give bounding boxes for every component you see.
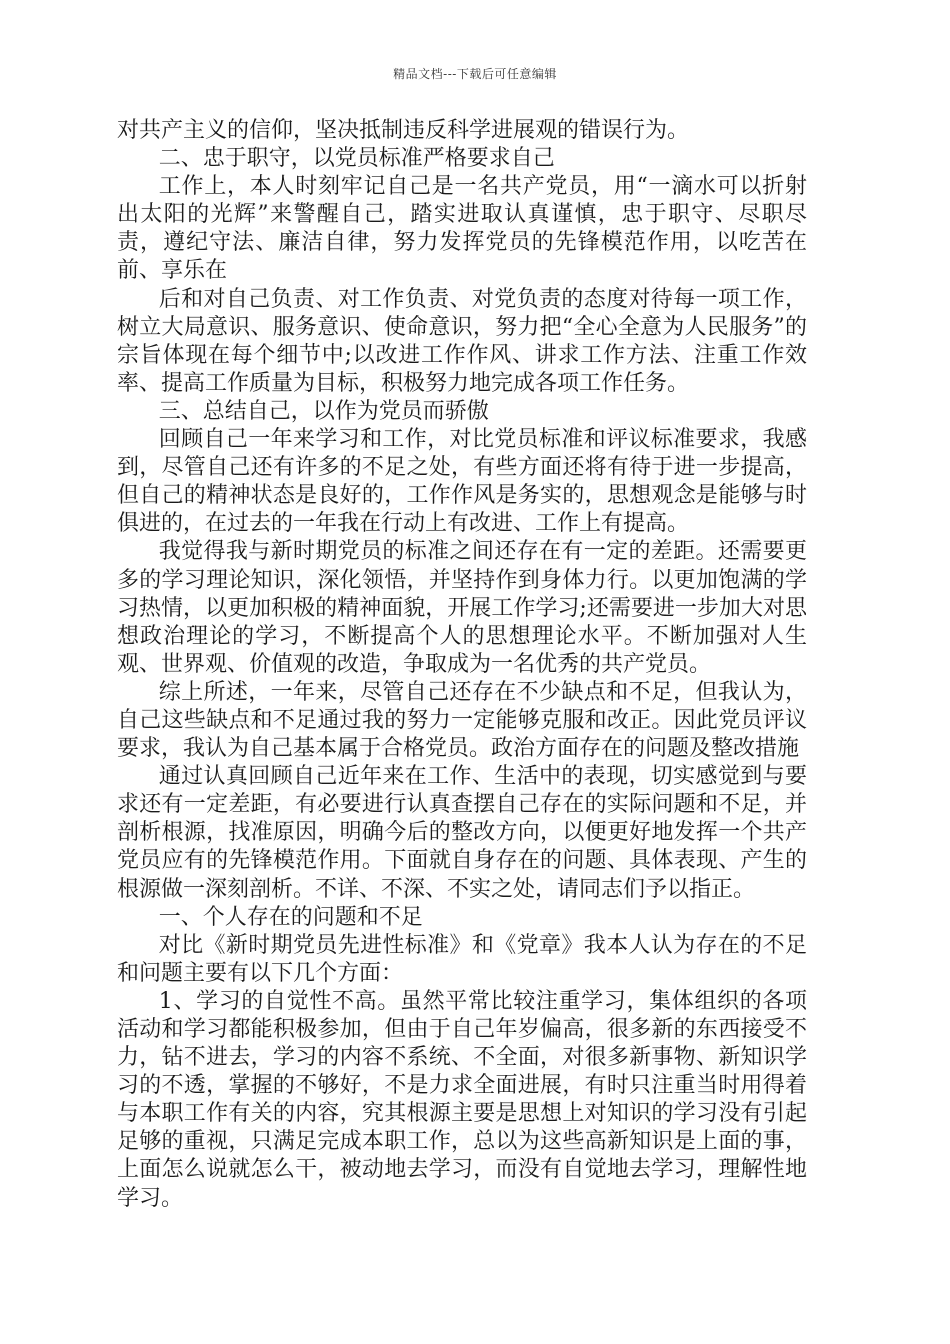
paragraph-4: 后和对自己负责、对工作负责、对党负责的态度对待每一项工作，树立大局意识、服务意识、使命意识，努力把“全心全意为人民服务”的宗旨体现在每个细节中;以改进工作作风、讲求工作方法、注重工作效率、提高工作质量为目标，积极努力地完成各项工作任务。 [117, 286, 807, 396]
section-heading-2: 二、忠于职守，以党员标准严格要求自己 [158, 146, 555, 172]
paragraph-8: 综上所述，一年来，尽管自己还存在不少缺点和不足，但我认为，自己这些缺点和不足通过我的努力一定能够克服和改正。因此党员评议要求，我认为自己基本属于合格党员。政治方面存在的问题及整改措施 [117, 679, 807, 762]
paragraph-3: 工作上，本人时刻牢记自己是一名共产党员，用“一滴水可以折射出太阳的光辉”来警醒自己，踏实进取认真谨慎，忠于职守、尽职尽责，遵纪守法、廉洁自律，努力发挥党员的先锋模范作用，以吃苦在前、享乐在 [117, 174, 807, 284]
paragraph-6: 回顾自己一年来学习和工作，对比党员标准和评议标准要求，我感到，尽管自己还有许多的不足之处，有些方面还将有待于进一步提高，但自己的精神状态是良好的，工作作风是务实的，思想观念是能够与时俱进的，在过去的一年我在行动上有改进、工作上有提高。 [117, 427, 807, 537]
page-header: 精品文档---下载后可任意编辑 [393, 67, 557, 81]
paragraph-1: 对共产主义的信仰，坚决抵制违反科学进展观的错误行为。 [117, 118, 690, 143]
paragraph-7: 我觉得我与新时期党员的标准之间还存在有一定的差距。还需要更多的学习理论知识，深化领悟，并坚持作到身体力行。以更加饱满的学习热情，以更加积极的精神面貌，开展工作学习;还需要进一步加大对思想政治理论的学习，不断提高个人的思想理论水平。不断加强对人生观、世界观、价值观的改造，争取成为一名优秀的共产党员。 [117, 539, 807, 677]
section-heading-1: 一、个人存在的问题和不足 [158, 904, 423, 930]
document-body [117, 117, 807, 1213]
paragraph-9: 通过认真回顾自己近年来在工作、生活中的表现，切实感觉到与要求还有一定差距，有必要进行认真查摆自己存在的实际问题和不足，并剖析根源，找准原因，明确今后的整改方向，以便更好地发挥一个共产党员应有的先锋模范作用。下面就自身存在的问题、具体表现、产生的根源做一深刻剖析。不详、不深、不实之处，请同志们予以指正。 [117, 764, 807, 902]
paragraph-11: 对比《新时期党员先进性标准》和《党章》我本人认为存在的不足和问题主要有以下几个方面： [117, 932, 807, 986]
paragraph-12: 1、学习的自觉性不高。虽然平常比较注重学习，集体组织的各项活动和学习都能积极参加，但由于自己年岁偏高，很多新的东西接受不力，钻不进去，学习的内容不系统、不全面，对很多新事物、新知识学习的不透，掌握的不够好，不是力求全面进展，有时只注重当时用得着与本职工作有关的内容，究其根源主要是思想上对知识的学习没有引起足够的重视，只满足完成本职工作，总以为这些高新知识是上面的事，上面怎么说就怎么干，被动地去学习，而没有自觉地去学习，理解性地学习。 [117, 988, 807, 1211]
section-heading-3: 三、总结自己，以作为党员而骄傲 [158, 398, 489, 424]
